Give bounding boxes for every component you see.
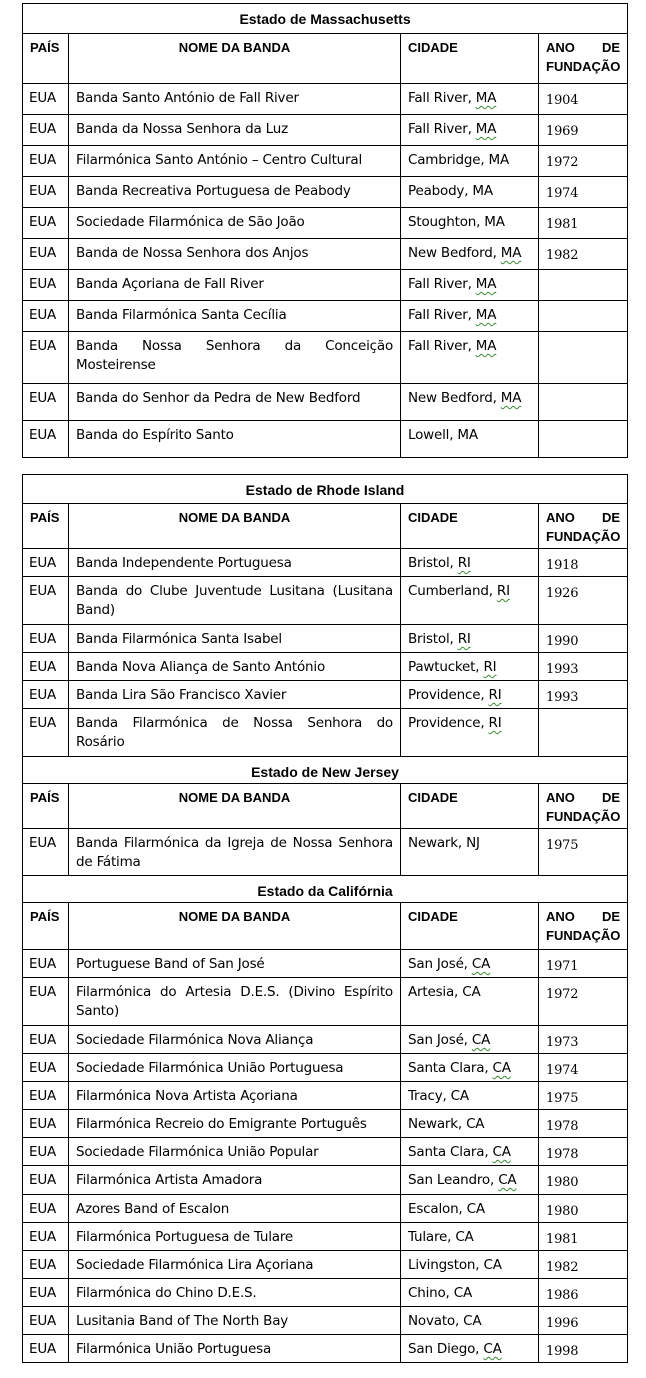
country-cell: EUA bbox=[23, 421, 69, 458]
city-name: San Leandro, bbox=[408, 1172, 495, 1188]
city-name: Chino, CA bbox=[408, 1285, 472, 1301]
city-name: Bristol, bbox=[408, 555, 454, 571]
city-name: Santa Clara, bbox=[408, 1060, 489, 1076]
table-row bbox=[23, 625, 628, 653]
band-name-cell: Banda Independente Portuguesa bbox=[69, 549, 401, 577]
table-row bbox=[23, 421, 628, 458]
year-cell bbox=[539, 1223, 628, 1251]
table-row bbox=[23, 208, 628, 239]
state-abbrev: MA bbox=[475, 338, 497, 354]
table-row bbox=[23, 978, 628, 1026]
year-value: 1918 bbox=[546, 558, 579, 573]
state-abbrev: MA bbox=[475, 90, 497, 106]
year-cell bbox=[539, 1054, 628, 1082]
city-cell bbox=[401, 950, 539, 978]
year-value: 1978 bbox=[546, 1147, 579, 1162]
city-name: Fall River, bbox=[408, 338, 472, 354]
year-cell bbox=[539, 84, 628, 115]
band-name-cell: Filarmónica do Artesia D.E.S. (Divino Espírito Santo) bbox=[69, 978, 401, 1026]
header-row bbox=[23, 34, 628, 84]
year-value: 1980 bbox=[546, 1175, 579, 1190]
header-city: CIDADE bbox=[401, 34, 539, 84]
band-name-cell: Filarmónica Nova Artista Açoriana bbox=[69, 1082, 401, 1110]
country-cell: EUA bbox=[23, 239, 69, 270]
year-cell bbox=[539, 332, 628, 384]
country-cell: EUA bbox=[23, 709, 69, 757]
table-row bbox=[23, 1138, 628, 1166]
year-cell bbox=[539, 978, 628, 1026]
year-value: 1975 bbox=[546, 838, 579, 853]
band-name-cell: Filarmónica Santo António – Centro Cultural bbox=[69, 146, 401, 177]
city-cell bbox=[401, 1307, 539, 1335]
country-cell: EUA bbox=[23, 1082, 69, 1110]
country-cell: EUA bbox=[23, 270, 69, 301]
country-cell: EUA bbox=[23, 1026, 69, 1054]
header-band-name: NOME DA BANDA bbox=[69, 504, 401, 549]
table-row bbox=[23, 146, 628, 177]
section-title-row bbox=[23, 757, 628, 784]
band-name-cell: Portuguese Band of San José bbox=[69, 950, 401, 978]
table-row bbox=[23, 681, 628, 709]
country-cell: EUA bbox=[23, 577, 69, 625]
city-name: Stoughton, MA bbox=[408, 214, 505, 230]
state-abbrev: RI bbox=[496, 583, 510, 599]
city-cell bbox=[401, 577, 539, 625]
state-abbrev: RI bbox=[488, 687, 502, 703]
city-name: San Diego, bbox=[408, 1341, 480, 1357]
country-cell: EUA bbox=[23, 177, 69, 208]
band-name-cell: Banda Recreativa Portuguesa de Peabody bbox=[69, 177, 401, 208]
city-name: Fall River, bbox=[408, 121, 472, 137]
city-name: Bristol, bbox=[408, 631, 454, 647]
year-cell bbox=[539, 829, 628, 876]
band-name-cell: Filarmónica do Chino D.E.S. bbox=[69, 1279, 401, 1307]
year-value: 1980 bbox=[546, 1204, 579, 1219]
year-value: 1969 bbox=[546, 124, 579, 139]
state-abbrev: RI bbox=[457, 631, 471, 647]
city-name: Fall River, bbox=[408, 276, 472, 292]
country-cell: EUA bbox=[23, 978, 69, 1026]
city-cell bbox=[401, 709, 539, 757]
year-cell bbox=[539, 239, 628, 270]
city-cell bbox=[401, 301, 539, 332]
section-title: Estado da Califórnia bbox=[23, 876, 628, 903]
header-year: ANO DE FUNDAÇÃO bbox=[539, 34, 628, 84]
state-abbrev: MA bbox=[475, 276, 497, 292]
year-value: 1975 bbox=[546, 1091, 579, 1106]
state-abbrev: MA bbox=[500, 390, 522, 406]
state-abbrev: CA bbox=[492, 1144, 511, 1160]
city-name: Newark, NJ bbox=[408, 835, 480, 851]
year-value: 1982 bbox=[546, 1260, 579, 1275]
year-cell bbox=[539, 1082, 628, 1110]
state-abbrev: CA bbox=[498, 1172, 517, 1188]
city-cell bbox=[401, 1335, 539, 1363]
year-cell bbox=[539, 1307, 628, 1335]
country-cell: EUA bbox=[23, 115, 69, 146]
city-name: Providence, bbox=[408, 687, 485, 703]
year-cell bbox=[539, 115, 628, 146]
city-name: Cumberland, bbox=[408, 583, 493, 599]
table-row bbox=[23, 1054, 628, 1082]
band-name-cell: Filarmónica Portuguesa de Tulare bbox=[69, 1223, 401, 1251]
year-value: 1972 bbox=[546, 155, 579, 170]
header-city: CIDADE bbox=[401, 903, 539, 950]
country-cell: EUA bbox=[23, 1110, 69, 1138]
city-name: Fall River, bbox=[408, 90, 472, 106]
country-cell: EUA bbox=[23, 1138, 69, 1166]
city-cell bbox=[401, 1251, 539, 1279]
band-name-cell: Banda Filarmónica Santa Isabel bbox=[69, 625, 401, 653]
year-value: 1972 bbox=[546, 987, 579, 1002]
city-cell bbox=[401, 208, 539, 239]
country-cell: EUA bbox=[23, 1279, 69, 1307]
city-cell bbox=[401, 1138, 539, 1166]
header-year: ANO DE FUNDAÇÃO bbox=[539, 903, 628, 950]
header-row bbox=[23, 784, 628, 829]
country-cell: EUA bbox=[23, 549, 69, 577]
band-name-cell: Sociedade Filarmónica União Portuguesa bbox=[69, 1054, 401, 1082]
year-cell bbox=[539, 549, 628, 577]
header-year: ANO DE FUNDAÇÃO bbox=[539, 504, 628, 549]
table-row bbox=[23, 1251, 628, 1279]
band-name-cell: Sociedade Filarmónica União Popular bbox=[69, 1138, 401, 1166]
country-cell: EUA bbox=[23, 829, 69, 876]
year-cell bbox=[539, 1251, 628, 1279]
country-cell: EUA bbox=[23, 301, 69, 332]
year-value: 1981 bbox=[546, 217, 579, 232]
state-abbrev: MA bbox=[500, 245, 522, 261]
country-cell: EUA bbox=[23, 1054, 69, 1082]
table-row bbox=[23, 1110, 628, 1138]
city-name: Providence, bbox=[408, 715, 485, 731]
header-row bbox=[23, 903, 628, 950]
country-cell: EUA bbox=[23, 332, 69, 384]
country-cell: EUA bbox=[23, 1307, 69, 1335]
country-cell: EUA bbox=[23, 1223, 69, 1251]
year-value: 1993 bbox=[546, 690, 579, 705]
year-value: 1996 bbox=[546, 1316, 579, 1331]
city-cell bbox=[401, 829, 539, 876]
country-cell: EUA bbox=[23, 84, 69, 115]
band-name-cell: Banda Filarmónica da Igreja de Nossa Senhora de Fátima bbox=[69, 829, 401, 876]
city-name: Peabody, MA bbox=[408, 183, 493, 199]
year-cell bbox=[539, 146, 628, 177]
city-cell bbox=[401, 653, 539, 681]
city-cell bbox=[401, 1166, 539, 1195]
table-row bbox=[23, 950, 628, 978]
city-name: Pawtucket, bbox=[408, 659, 480, 675]
year-value: 1986 bbox=[546, 1288, 579, 1303]
band-name-cell: Filarmónica Recreio do Emigrante Português bbox=[69, 1110, 401, 1138]
city-name: Escalon, CA bbox=[408, 1201, 485, 1217]
table-row bbox=[23, 709, 628, 757]
table-row bbox=[23, 653, 628, 681]
country-cell: EUA bbox=[23, 625, 69, 653]
year-value: 1982 bbox=[546, 248, 579, 263]
table-row bbox=[23, 1335, 628, 1363]
country-cell: EUA bbox=[23, 1166, 69, 1195]
massachusetts-table bbox=[22, 3, 628, 458]
year-value: 1971 bbox=[546, 959, 579, 974]
city-cell bbox=[401, 1223, 539, 1251]
country-cell: EUA bbox=[23, 1335, 69, 1363]
year-cell bbox=[539, 208, 628, 239]
year-value: 1926 bbox=[546, 586, 579, 601]
table-row bbox=[23, 115, 628, 146]
section-title-row bbox=[23, 876, 628, 903]
band-name-cell: Banda Nossa Senhora da Conceição Mosteirense bbox=[69, 332, 401, 384]
state-abbrev: RI bbox=[488, 715, 502, 731]
table-row bbox=[23, 332, 628, 384]
city-name: Cambridge, MA bbox=[408, 152, 510, 168]
table-row bbox=[23, 577, 628, 625]
city-cell bbox=[401, 115, 539, 146]
band-name-cell: Sociedade Filarmónica Lira Açoriana bbox=[69, 1251, 401, 1279]
year-cell bbox=[539, 1026, 628, 1054]
band-name-cell: Sociedade Filarmónica Nova Aliança bbox=[69, 1026, 401, 1054]
table-row bbox=[23, 84, 628, 115]
year-cell bbox=[539, 950, 628, 978]
band-name-cell: Banda Lira São Francisco Xavier bbox=[69, 681, 401, 709]
year-value: 1993 bbox=[546, 662, 579, 677]
year-cell bbox=[539, 270, 628, 301]
year-cell bbox=[539, 709, 628, 757]
city-name: Lowell, MA bbox=[408, 427, 478, 443]
table-row bbox=[23, 301, 628, 332]
city-cell bbox=[401, 270, 539, 301]
year-cell bbox=[539, 681, 628, 709]
state-abbrev: CA bbox=[483, 1341, 502, 1357]
year-cell bbox=[539, 1335, 628, 1363]
city-cell bbox=[401, 1082, 539, 1110]
band-name-cell: Banda Santo António de Fall River bbox=[69, 84, 401, 115]
state-abbrev: CA bbox=[492, 1060, 511, 1076]
country-cell: EUA bbox=[23, 1251, 69, 1279]
header-country: PAÍS bbox=[23, 784, 69, 829]
table-row bbox=[23, 549, 628, 577]
header-band-name: NOME DA BANDA bbox=[69, 903, 401, 950]
country-cell: EUA bbox=[23, 681, 69, 709]
city-cell bbox=[401, 1279, 539, 1307]
year-cell bbox=[539, 1138, 628, 1166]
table-row bbox=[23, 1195, 628, 1223]
year-value: 1974 bbox=[546, 1063, 579, 1078]
year-cell bbox=[539, 301, 628, 332]
header-country: PAÍS bbox=[23, 34, 69, 84]
country-cell: EUA bbox=[23, 1195, 69, 1223]
table-row bbox=[23, 1223, 628, 1251]
table-row bbox=[23, 1026, 628, 1054]
city-cell bbox=[401, 549, 539, 577]
city-cell bbox=[401, 1110, 539, 1138]
rhode-island-california-table bbox=[22, 474, 628, 1363]
state-abbrev: CA bbox=[471, 1032, 491, 1048]
city-name: New Bedford, bbox=[408, 390, 497, 406]
year-value: 1990 bbox=[546, 634, 579, 649]
city-name: Novato, CA bbox=[408, 1313, 482, 1329]
year-value: 1981 bbox=[546, 1232, 579, 1247]
city-cell bbox=[401, 421, 539, 458]
table-row bbox=[23, 1279, 628, 1307]
year-value: 1904 bbox=[546, 93, 579, 108]
city-cell bbox=[401, 681, 539, 709]
header-city: CIDADE bbox=[401, 504, 539, 549]
city-name: Tracy, CA bbox=[408, 1088, 469, 1104]
city-cell bbox=[401, 625, 539, 653]
country-cell: EUA bbox=[23, 146, 69, 177]
state-abbrev: CA bbox=[471, 956, 491, 972]
city-cell bbox=[401, 384, 539, 421]
band-name-cell: Banda Açoriana de Fall River bbox=[69, 270, 401, 301]
table-row bbox=[23, 1166, 628, 1195]
year-value: 1998 bbox=[546, 1344, 579, 1359]
header-band-name: NOME DA BANDA bbox=[69, 34, 401, 84]
city-cell bbox=[401, 1026, 539, 1054]
section-title: Estado de Rhode Island bbox=[23, 475, 628, 504]
city-name: New Bedford, bbox=[408, 245, 497, 261]
band-name-cell: Filarmónica Artista Amadora bbox=[69, 1166, 401, 1195]
country-cell: EUA bbox=[23, 384, 69, 421]
band-name-cell: Filarmónica União Portuguesa bbox=[69, 1335, 401, 1363]
table-row bbox=[23, 177, 628, 208]
band-name-cell: Banda do Senhor da Pedra de New Bedford bbox=[69, 384, 401, 421]
table-row bbox=[23, 270, 628, 301]
city-name: San José, bbox=[408, 1032, 468, 1048]
year-cell bbox=[539, 625, 628, 653]
year-value: 1978 bbox=[546, 1119, 579, 1134]
state-abbrev: MA bbox=[475, 307, 497, 323]
city-name: Santa Clara, bbox=[408, 1144, 489, 1160]
band-name-cell: Azores Band of Escalon bbox=[69, 1195, 401, 1223]
city-cell bbox=[401, 146, 539, 177]
city-name: Tulare, CA bbox=[408, 1229, 474, 1245]
city-cell bbox=[401, 978, 539, 1026]
band-name-cell: Banda do Clube Juventude Lusitana (Lusitana Band) bbox=[69, 577, 401, 625]
band-name-cell: Banda Nova Aliança de Santo António bbox=[69, 653, 401, 681]
year-value: 1974 bbox=[546, 186, 579, 201]
year-cell bbox=[539, 421, 628, 458]
year-cell bbox=[539, 653, 628, 681]
table-row bbox=[23, 829, 628, 876]
city-cell bbox=[401, 239, 539, 270]
year-cell bbox=[539, 577, 628, 625]
band-name-cell: Banda de Nossa Senhora dos Anjos bbox=[69, 239, 401, 270]
band-name-cell: Banda do Espírito Santo bbox=[69, 421, 401, 458]
city-cell bbox=[401, 1054, 539, 1082]
city-name: Newark, CA bbox=[408, 1116, 485, 1132]
city-name: San José, bbox=[408, 956, 468, 972]
country-cell: EUA bbox=[23, 208, 69, 239]
city-cell bbox=[401, 84, 539, 115]
section-title: Estado de Massachusetts bbox=[23, 4, 628, 34]
header-country: PAÍS bbox=[23, 903, 69, 950]
country-cell: EUA bbox=[23, 653, 69, 681]
year-cell bbox=[539, 1110, 628, 1138]
city-cell bbox=[401, 1195, 539, 1223]
year-cell bbox=[539, 1279, 628, 1307]
band-name-cell: Banda Filarmónica Santa Cecília bbox=[69, 301, 401, 332]
section-title: Estado de New Jersey bbox=[23, 757, 628, 784]
header-city: CIDADE bbox=[401, 784, 539, 829]
table-row bbox=[23, 1082, 628, 1110]
country-cell: EUA bbox=[23, 950, 69, 978]
header-country: PAÍS bbox=[23, 504, 69, 549]
table-row bbox=[23, 239, 628, 270]
city-cell bbox=[401, 332, 539, 384]
band-name-cell: Lusitania Band of The North Bay bbox=[69, 1307, 401, 1335]
header-row bbox=[23, 504, 628, 549]
section-title-row bbox=[23, 475, 628, 504]
band-name-cell: Banda Filarmónica de Nossa Senhora do Rosário bbox=[69, 709, 401, 757]
table-row bbox=[23, 384, 628, 421]
year-cell bbox=[539, 1195, 628, 1223]
city-name: Artesia, CA bbox=[408, 984, 481, 1000]
city-name: Livingston, CA bbox=[408, 1257, 502, 1273]
year-cell bbox=[539, 1166, 628, 1195]
table-row bbox=[23, 1307, 628, 1335]
section-title-row bbox=[23, 4, 628, 34]
band-name-cell: Sociedade Filarmónica de São João bbox=[69, 208, 401, 239]
state-abbrev: MA bbox=[475, 121, 497, 137]
year-cell bbox=[539, 177, 628, 208]
year-cell bbox=[539, 384, 628, 421]
header-year: ANO DE FUNDAÇÃO bbox=[539, 784, 628, 829]
year-value: 1973 bbox=[546, 1035, 579, 1050]
city-cell bbox=[401, 177, 539, 208]
state-abbrev: RI bbox=[483, 659, 497, 675]
band-name-cell: Banda da Nossa Senhora da Luz bbox=[69, 115, 401, 146]
header-band-name: NOME DA BANDA bbox=[69, 784, 401, 829]
state-abbrev: RI bbox=[457, 555, 471, 571]
city-name: Fall River, bbox=[408, 307, 472, 323]
